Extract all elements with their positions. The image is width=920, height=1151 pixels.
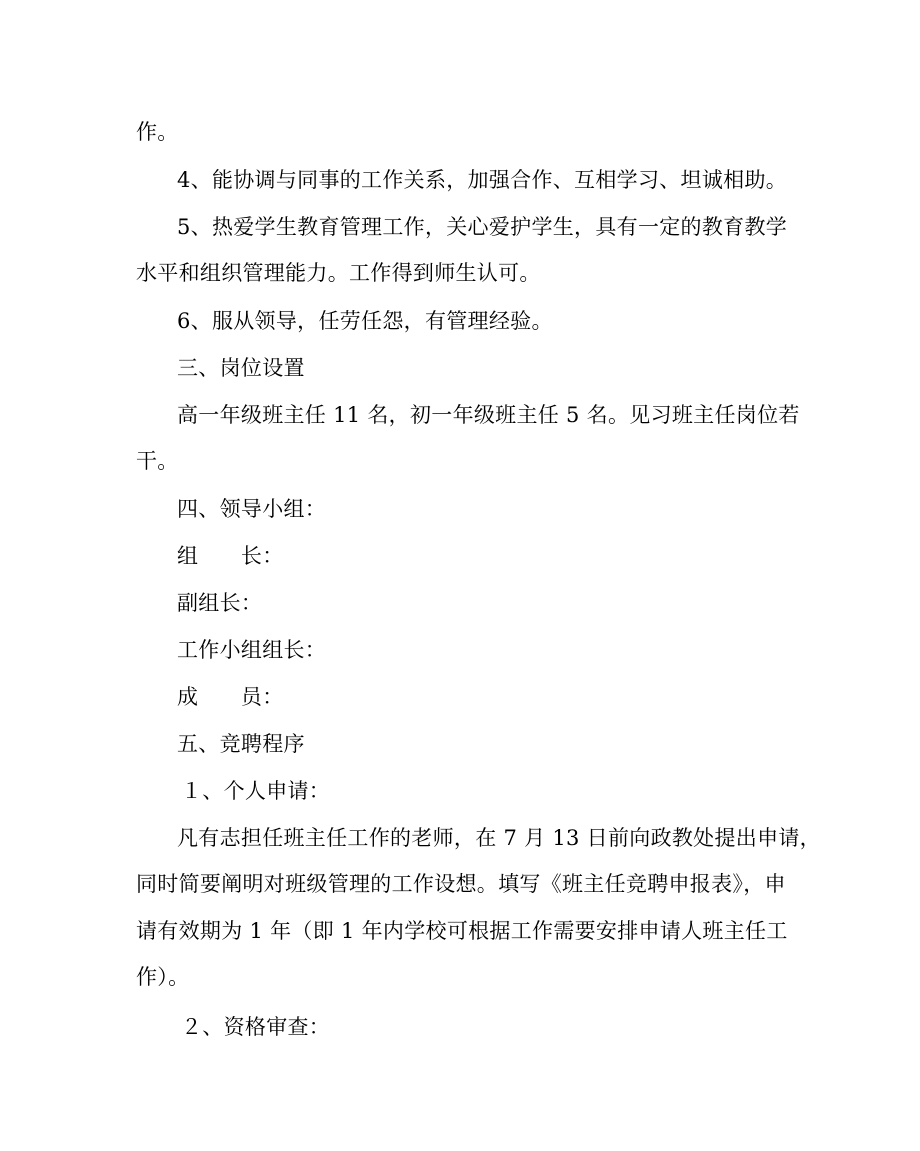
text-line: 成 员： [177, 685, 284, 709]
text-line: 副组长： [177, 591, 263, 615]
text-line: 水平和组织管理能力。工作得到师生认可。 [136, 261, 541, 285]
text-line: ２、资格审查： [181, 1015, 331, 1039]
text-line: 凡有志担任班主任工作的老师，在 7 月 13 日前向政教处提出申请， [177, 826, 821, 850]
section-heading: 四、领导小组： [177, 497, 327, 521]
text-line: 干。 [136, 449, 179, 473]
section-heading: 五、竞聘程序 [177, 732, 305, 756]
section-heading: 三、岗位设置 [177, 356, 305, 380]
text-line: 6、服从领导，任劳任怨，有管理经验。 [177, 309, 553, 333]
text-line: 4、能协调与同事的工作关系，加强合作、互相学习、坦诚相助。 [177, 168, 788, 192]
text-line: 组 长： [177, 544, 284, 568]
text-line: 同时简要阐明对班级管理的工作设想。填写《班主任竞聘申报表》，申 [136, 872, 786, 896]
text-line: 请有效期为 1 年（即 1 年内学校可根据工作需要安排申请人班主任工 [136, 919, 788, 943]
text-line: 高一年级班主任 11 名，初一年级班主任 5 名。见习班主任岗位若 [177, 403, 800, 427]
text-line: 作）。 [136, 965, 190, 989]
text-line: 5、热爱学生教育管理工作，关心爱护学生，具有一定的教育教学 [177, 215, 788, 239]
text-line: 作。 [136, 120, 179, 144]
text-line: 工作小组组长： [177, 638, 327, 662]
text-line: １、个人申请： [181, 779, 331, 803]
